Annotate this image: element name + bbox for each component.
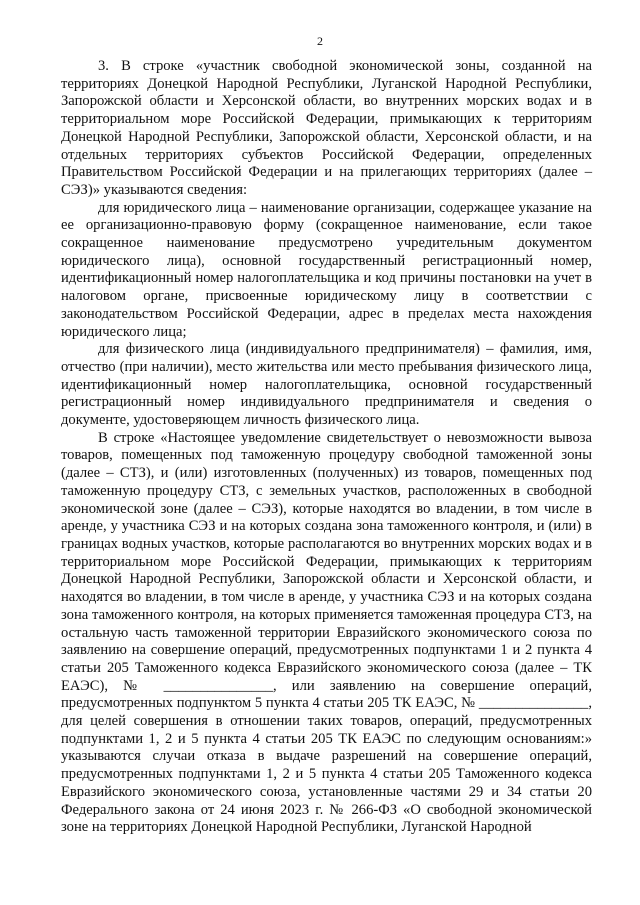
paragraph-individual: для физического лица (индивидуального предпринимателя) – фамилия, имя, отчество (при наличии), место жительства или место пребывания физического лица, идентификационный номер налогоплательщика, основной государственный регистрационный номер индивидуального предпринимателя и сведения о документе, удостоверяющем личность физического лица. [61, 341, 592, 429]
paragraph-item-3-header: 3. В строке «участник свободной экономической зоны, созданной на территориях Донецкой Народной Республики, Луганской Народной Республики, Запорожской области и Херсонской области, во внутренних морских водах и в территориальном море Российской Федерации, примыкающих к территориям Донецкой Народной Республики, Запорожской области, Херсонской области, и на отдельных территориях субъектов Российской Федерации, определенных Правительством Российской Федерации и на прилегающих территориях (далее – СЭЗ)» указываются сведения: [61, 58, 592, 198]
page-number: 2 [317, 34, 323, 48]
paragraph-legal-entity: для юридического лица – наименование организации, содержащее указание на ее организационно-правовую форму (сокращенное наименование, если такое сокращенное наименование предусмотрено учредительным документом юридического лица), основной государственный регистрационный номер, идентификационный номер налогоплательщика и код причины постановки на учет в налоговом органе, присвоенные юридическому лицу в соответствии с законодательством Российской Федерации, адрес в пределах места нахождения юридического лица; [61, 199, 592, 340]
document-body [61, 58, 592, 837]
paragraph-notice-line: В строке «Настоящее уведомление свидетельствует о невозможности вывоза товаров, помещенных под таможенную процедуру свободной таможенной зоны (далее – СТЗ), и (или) изготовленных (полученных) из товаров, помещенных под таможенную процедуру СТЗ, с земельных участков, расположенных в свободной экономической зоне (далее – СЭЗ), которые находятся во владении, в том числе в аренде, у участника СЭЗ и на которых создана зона таможенного контроля, и (или) в границах водных участков, которые располагаются во внутренних морских водах и в территориальном море Российской Федерации, примыкающих к территориям Донецкой Народной Республики, Запорожской области и Херсонской области, и находятся во владении, в том числе в аренде, у участника СЭЗ и на которых создана зона таможенного контроля, на которых применяется таможенная процедура СТЗ, на остальную часть таможенной территории Евразийского экономического союза по заявлению на совершение операций, предусмотренных подпунктами 1 и 2 пункта 4 статьи 205 Таможенного кодекса Евразийского экономического союза (далее – ТК ЕАЭС), № _______________, или заявлению на совершение операций, предусмотренных подпунктом 5 пункта 4 статьи 205 ТК ЕАЭС, № _______________, для целей совершения в отношении таких товаров, операций, предусмотренных подпунктами 1, 2 и 5 пункта 4 статьи 205 ТК ЕАЭС по следующим основаниям:» указываются случаи отказа в выдаче разрешений на совершение операций, предусмотренных подпунктами 1, 2 и 5 пункта 4 статьи 205 Таможенного кодекса Евразийского экономического союза, установленные частями 29 и 34 статьи 20 Федерального закона от 24 июня 2023 г. № 266-ФЗ «О свободной экономической зоне на территориях Донецкой Народной Республики, Луганской Народной [61, 429, 592, 836]
